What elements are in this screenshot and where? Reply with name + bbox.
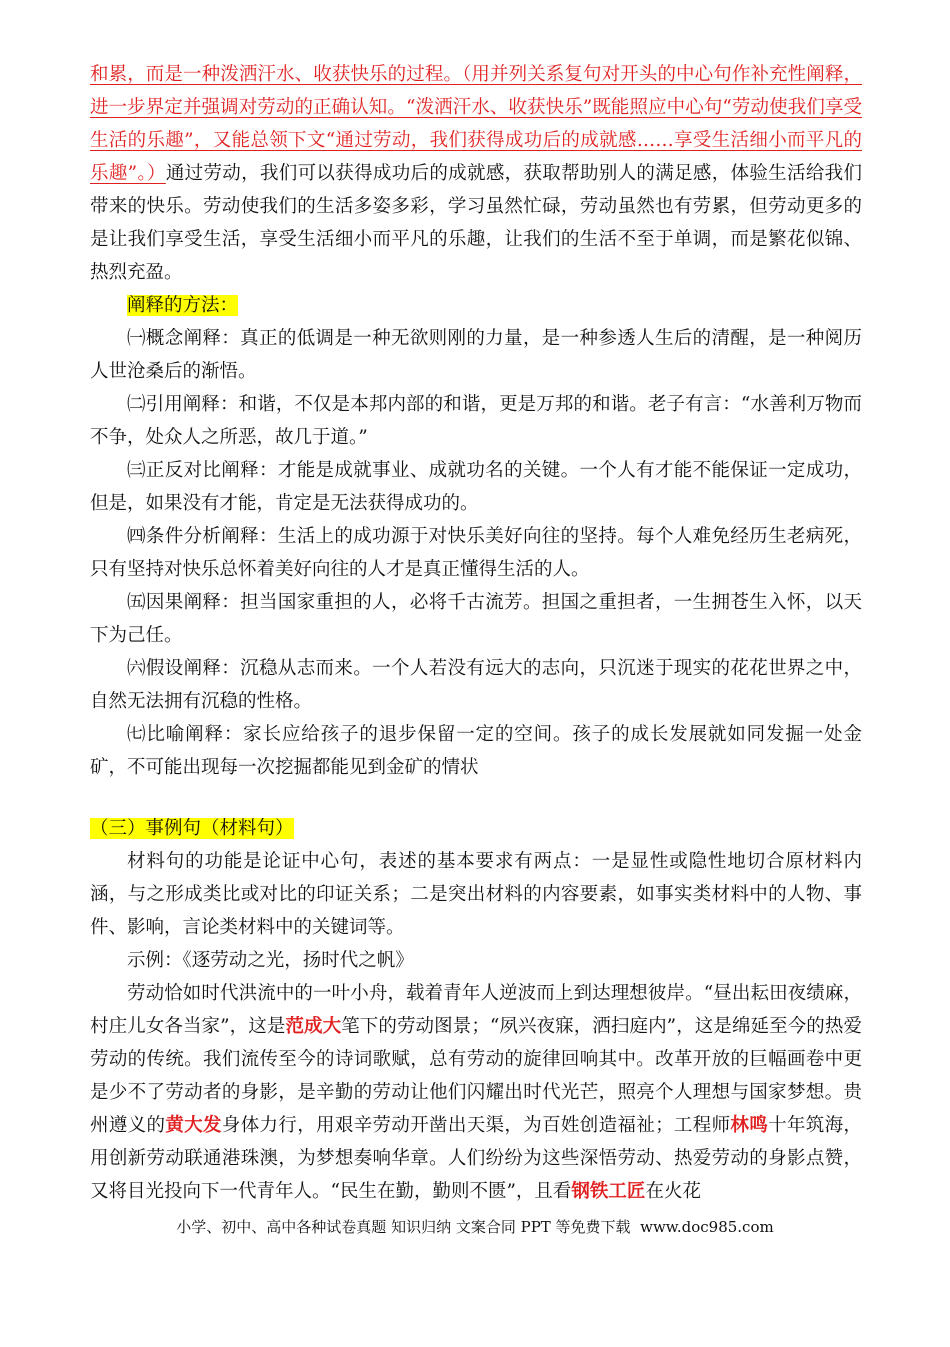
- methods-heading-text: 阐释的方法：: [127, 295, 239, 316]
- method-item-1: ㈠概念阐释：真正的低调是一种无欲则刚的力量，是一种参透人生后的清醒，是一种阅历人世沧桑后的渐悟。: [90, 328, 862, 382]
- example-text-2: 笔下的劳动图景；“夙兴夜寐，洒扫庭内”，这是绵延至今的热爱劳动的传统。我们流传至今的诗词歌赋，总有劳动的旋律回响其中。改革开放的巨幅画卷中更是少不了劳动者的身影，是辛勤的劳动让他们闪耀出时代光芒，照亮个人理想与国家梦想。贵州遵义的: [90, 1016, 862, 1136]
- method-item-6: ㈥假设阐释：沉稳从志而来。一个人若没有远大的志向，只沉迷于现实的花花世界之中，自然无法拥有沉稳的性格。: [90, 658, 862, 712]
- document-page: [90, 58, 862, 1208]
- example-title: 示例：《逐劳动之光，扬时代之帆》: [127, 950, 414, 971]
- example-paragraph: [90, 977, 862, 1208]
- annotation-red-text: 和累，而是一种泼洒汗水、收获快乐的过程。（用并列关系复句对开头的中心句作补充性阐释，进一步界定并强调对劳动的正确认知。“泼洒汗水、收获快乐”既能照应中心句“劳动使我们享受生活的乐趣”，又能总领下文“通过劳动，我们获得成功后的成就感……享受生活细小而平凡的乐趣”。）: [90, 64, 862, 184]
- example-text-4: 十年筑海，用创新劳动联通港珠澳，为梦想奏响华章。人们纷纷为这些深悟劳动、热爱劳动的身影点赞，又将目光投向下一代青年人。“民生在勤，勤则不匮”，且看: [90, 1115, 862, 1202]
- section3-heading: [90, 812, 862, 845]
- keyword-fan-chengda: 范成大: [285, 1016, 342, 1037]
- method-item-4: ㈣条件分析阐释：生活上的成功源于对快乐美好向往的坚持。每个人难免经历生老病死，只有坚持对快乐总怀着美好向往的人才是真正懂得生活的人。: [90, 526, 862, 580]
- methods-heading: [90, 289, 862, 322]
- footer-text: 小学、初中、高中各种试卷真题 知识归纳 文案合同 PPT 等免费下载: [176, 1218, 631, 1236]
- keyword-steel-craftsman: 钢铁工匠: [571, 1181, 646, 1202]
- page-footer: [0, 1216, 950, 1238]
- method-item-2: ㈡引用阐释：和谐，不仅是本邦内部的和谐，更是万邦的和谐。老子有言：“水善利万物而不争，处众人之所恶，故几于道。”: [90, 394, 862, 448]
- footer-url[interactable]: www.doc985.com: [640, 1218, 774, 1236]
- example-text-1: 劳动恰如时代洪流中的一叶小舟，载着青年人逆波而上到达理想彼岸。“昼出耘田夜绩麻，村庄儿女各当家”，这是: [90, 983, 862, 1037]
- method-item-3: ㈢正反对比阐释：才能是成就事业、成就功名的关键。一个人有才能不能保证一定成功，但是，如果没有才能，肯定是无法获得成功的。: [90, 460, 862, 514]
- intro-body-text: 通过劳动，我们可以获得成功后的成就感，获取帮助别人的满足感，体验生活给我们带来的快乐。劳动使我们的生活多姿多彩，学习虽然忙碌，劳动虽然也有劳累，但劳动更多的是让我们享受生活，享受生活细小而平凡的乐趣，让我们的生活不至于单调，而是繁花似锦、热烈充盈。: [90, 163, 862, 283]
- example-text-5: 在火花: [645, 1181, 701, 1202]
- section3-description: 材料句的功能是论证中心句，表述的基本要求有两点：一是显性或隐性地切合原材料内涵，与之形成类比或对比的印证关系；二是突出材料的内容要素，如事实类材料中的人物、事件、影响，言论类材料中的关键词等。: [90, 851, 862, 938]
- method-item-7: ㈦比喻阐释：家长应给孩子的退步保留一定的空间。孩子的成长发展就如同发掘一处金矿，不可能出现每一次挖掘都能见到金矿的情状: [90, 724, 862, 778]
- method-item-5: ㈤因果阐释：担当国家重担的人，必将千古流芳。担国之重担者，一生拥苍生入怀，以天下为己任。: [90, 592, 862, 646]
- intro-paragraph: [90, 58, 862, 289]
- keyword-huang-dafa: 黄大发: [165, 1115, 222, 1136]
- keyword-lin-ming: 林鸣: [730, 1115, 769, 1136]
- example-text-3: 身体力行，用艰辛劳动开凿出天渠，为百姓创造福祉；工程师: [221, 1115, 731, 1136]
- section3-heading-text: （三）事例句（材料句）: [90, 818, 294, 839]
